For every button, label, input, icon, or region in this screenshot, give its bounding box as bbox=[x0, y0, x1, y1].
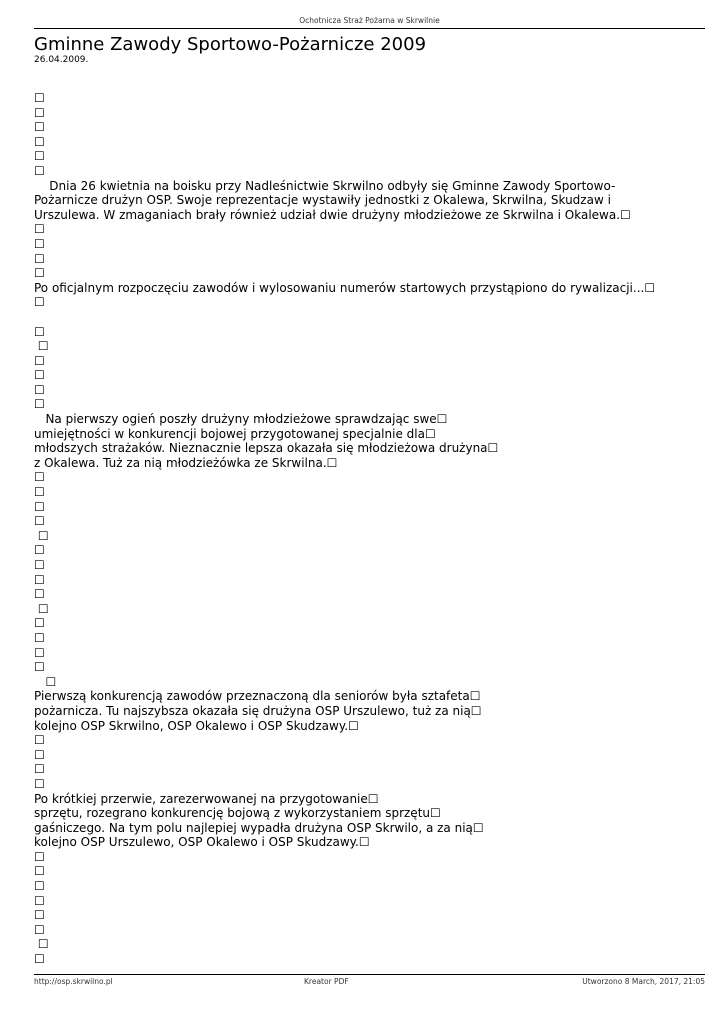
article-line: kolejno OSP Urszulewo, OSP Okalewo i OSP Skudzawy.☐ bbox=[34, 835, 370, 850]
footer-rule bbox=[34, 974, 705, 975]
article-line: ☐ bbox=[34, 266, 45, 281]
article-line: pożarnicza. Tu najszybsza okazała się drużyna OSP Urszulewo, tuż za nią☐ bbox=[34, 703, 482, 718]
article-line: młodszych strażaków. Nieznacznie lepsza okazała się młodzieżowa drużyna☐ bbox=[34, 441, 499, 456]
article-line: ☐ bbox=[34, 353, 45, 368]
footer-generator: Kreator PDF bbox=[304, 977, 349, 986]
article-line: ☐ bbox=[34, 572, 45, 587]
article-line: ☐ bbox=[34, 324, 45, 339]
article-line: ☐ bbox=[34, 893, 45, 908]
article-line: ☐ bbox=[34, 660, 45, 675]
article-line: ☐ bbox=[34, 91, 45, 105]
article-date: 26.04.2009. bbox=[34, 55, 89, 65]
article-line: ☐ bbox=[34, 149, 45, 164]
article-line: ☐ bbox=[34, 849, 45, 864]
article-line: ☐ bbox=[34, 747, 45, 762]
article-line: ☐ bbox=[34, 543, 45, 558]
article-line: Pierwszą konkurencją zawodów przeznaczoną dla seniorów była sztafeta☐ bbox=[34, 689, 481, 704]
article-line: ☐ bbox=[34, 952, 45, 967]
article-line: Na pierwszy ogień poszły drużyny młodzieżowe sprawdzając swe☐ bbox=[34, 412, 448, 427]
article-line: ☐ bbox=[34, 616, 45, 631]
article-line: ☐ bbox=[34, 251, 45, 266]
article-line: ☐ bbox=[34, 134, 45, 149]
article-line: ☐ bbox=[34, 339, 49, 354]
article-line: ☐ bbox=[34, 630, 45, 645]
article-line: Po krótkiej przerwie, zarezerwowanej na przygotowanie☐ bbox=[34, 791, 379, 806]
article-line: ☐ bbox=[34, 397, 45, 412]
page-footer bbox=[34, 977, 705, 987]
footer-created: Utworzono 8 March, 2017, 21:05 bbox=[582, 977, 705, 986]
page-header: Ochotnicza Straż Pożarna w Skrwilnie bbox=[299, 16, 440, 25]
article-line: ☐ bbox=[34, 470, 45, 485]
article-line: ☐ bbox=[34, 528, 49, 543]
footer-url: http://osp.skrwilno.pl bbox=[34, 977, 113, 986]
article-line: ☐ bbox=[34, 776, 45, 791]
article-line: ☐ bbox=[34, 937, 49, 952]
article-line: ☐ bbox=[34, 922, 45, 937]
article-line: ☐ bbox=[34, 382, 45, 397]
article-line: ☐ bbox=[34, 587, 45, 602]
article-line: z Okalewa. Tuż za nią młodzieżówka ze Skrwilna.☐ bbox=[34, 455, 338, 470]
article-line: ☐ bbox=[34, 908, 45, 923]
article-line: ☐ bbox=[34, 864, 45, 879]
article-line: ☐ bbox=[34, 295, 45, 310]
article-line: ☐ bbox=[34, 236, 45, 251]
article-line: gaśniczego. Na tym polu najlepiej wypadła drużyna OSP Skrwilo, a za nią☐ bbox=[34, 820, 484, 835]
article-line: Urszulewa. W zmaganiach brały również udział dwie drużyny młodzieżowe ze Skrwilna i Okalewa.☐ bbox=[34, 207, 631, 222]
article-line: ☐ bbox=[34, 733, 45, 748]
article-line: Po oficjalnym rozpoczęciu zawodów i wylosowaniu numerów startowych przystąpiono do rywalizacji...☐ bbox=[34, 280, 656, 295]
article-line: Pożarnicze drużyn OSP. Swoje reprezentacje wystawiły jednostki z Okalewa, Skrwilna, Skudzaw i bbox=[34, 193, 611, 208]
article-line: ☐ bbox=[34, 601, 49, 616]
article-line: ☐ bbox=[34, 879, 45, 894]
article-line: ☐ bbox=[34, 499, 45, 514]
article-line: ☐ bbox=[34, 105, 45, 120]
article-line: ☐ bbox=[34, 762, 45, 777]
article-line: umiejętności w konkurencji bojowej przygotowanej specjalnie dla☐ bbox=[34, 426, 436, 441]
article-title: Gminne Zawody Sportowo-Pożarnicze 2009 bbox=[34, 34, 427, 55]
article-line: ☐ bbox=[34, 120, 45, 135]
header-rule bbox=[34, 28, 705, 29]
article-line: ☐ bbox=[34, 485, 45, 500]
article-line: ☐ bbox=[34, 222, 45, 237]
article-line: ☐ bbox=[34, 514, 45, 529]
article-body bbox=[34, 91, 699, 967]
article-line: kolejno OSP Skrwilno, OSP Okalewo i OSP Skudzawy.☐ bbox=[34, 718, 359, 733]
article-line: Dnia 26 kwietnia na boisku przy Nadleśnictwie Skrwilno odbyły się Gminne Zawody Sportowo- bbox=[34, 178, 616, 193]
article-line: ☐ bbox=[34, 645, 45, 660]
article-line: ☐ bbox=[34, 558, 45, 572]
article-line: ☐ bbox=[34, 674, 57, 689]
article-line: ☐ bbox=[34, 163, 45, 178]
article-line: sprzętu, rozegrano konkurencję bojową z wykorzystaniem sprzętu☐ bbox=[34, 806, 441, 821]
article-line: ☐ bbox=[34, 368, 45, 383]
article-line bbox=[34, 310, 699, 325]
